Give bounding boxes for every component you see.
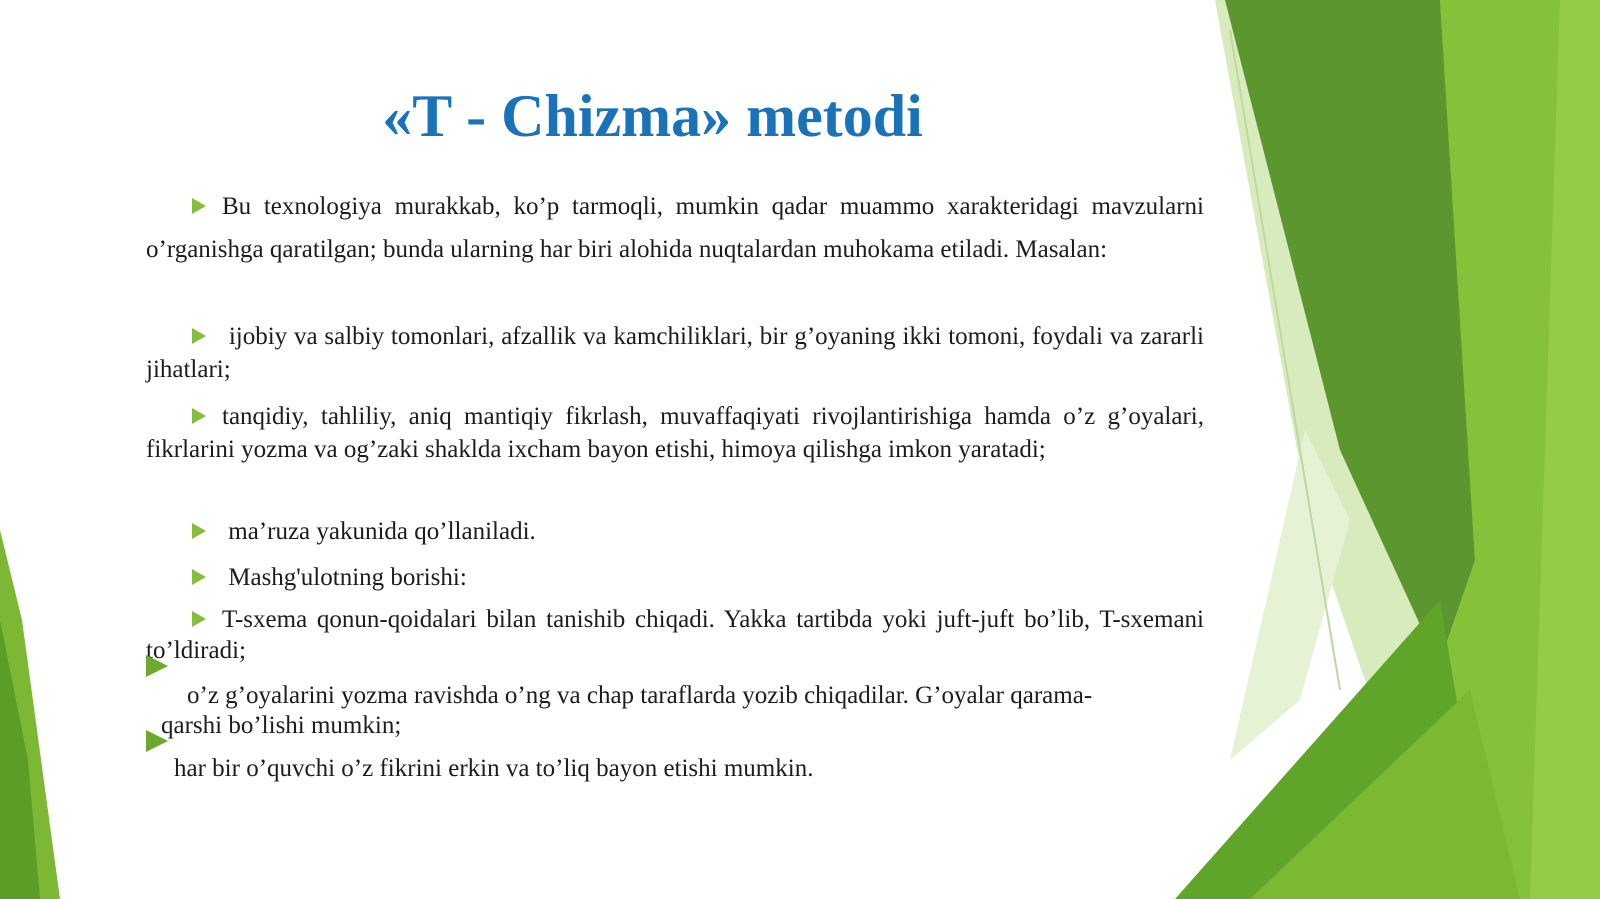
bullet-arrow-icon	[192, 408, 206, 424]
paragraph-3	[146, 400, 1204, 466]
slide-title: «T - Chizma» metodi	[382, 83, 923, 149]
extra-line-b: har bir o’quvchi o’z fikrini erkin va to’liq bayon etishi mumkin.	[174, 755, 814, 782]
paragraph-5	[146, 561, 1204, 594]
paragraph-text: ma’ruza yakunida qo’llaniladi.	[222, 518, 536, 545]
extra-line-a2: qarshi bo’lishi mumkin;	[161, 712, 402, 739]
paragraph-1	[146, 185, 1204, 271]
paragraph-text: tanqidiy, tahliliy, aniq mantiqiy fikrlash, muvaffaqiyati rivojlantirishiga hamda o’z g’oyalari, fikrlarini yozma va og’zaki shaklda ixcham bayon etishi, himoya qilishga imkon yaratadi;	[146, 403, 1204, 463]
paragraph-2	[146, 320, 1204, 386]
paragraph-text: Bu texnologiya murakkab, ko’p tarmoqli, mumkin qadar muammo xarakteridagi mavzularni o’rganishga qaratilgan; bunda ularning har biri alohida nuqtalardan muhokama etiladi. Masalan:	[146, 193, 1204, 263]
bullet-arrow-icon	[192, 328, 206, 344]
triangle-marker-icon	[146, 730, 168, 752]
triangle-marker-icon	[146, 655, 168, 677]
bullet-arrow-icon	[192, 198, 206, 214]
paragraph-6	[146, 604, 1204, 666]
paragraph-text: Mashg'ulotning borishi:	[222, 564, 467, 591]
bullet-arrow-icon	[192, 611, 206, 627]
paragraph-4	[146, 515, 1204, 548]
bullet-arrow-icon	[192, 569, 206, 585]
paragraph-text: ijobiy va salbiy tomonlari, afzallik va kamchiliklari, bir g’oyaning ikki tomoni, foydali va zararli jihatlari;	[146, 323, 1204, 383]
paragraph-text: T-sxema qonun-qoidalari bilan tanishib chiqadi. Yakka tartibda yoki juft-juft bo’lib, T-sxemani to’ldiradi;	[146, 606, 1204, 664]
bullet-arrow-icon	[192, 523, 206, 539]
extra-line-a1: o’z g’oyalarini yozma ravishda o’ng va chap taraflarda yozib chiqadilar. G’oyalar qarama-	[187, 682, 1093, 709]
